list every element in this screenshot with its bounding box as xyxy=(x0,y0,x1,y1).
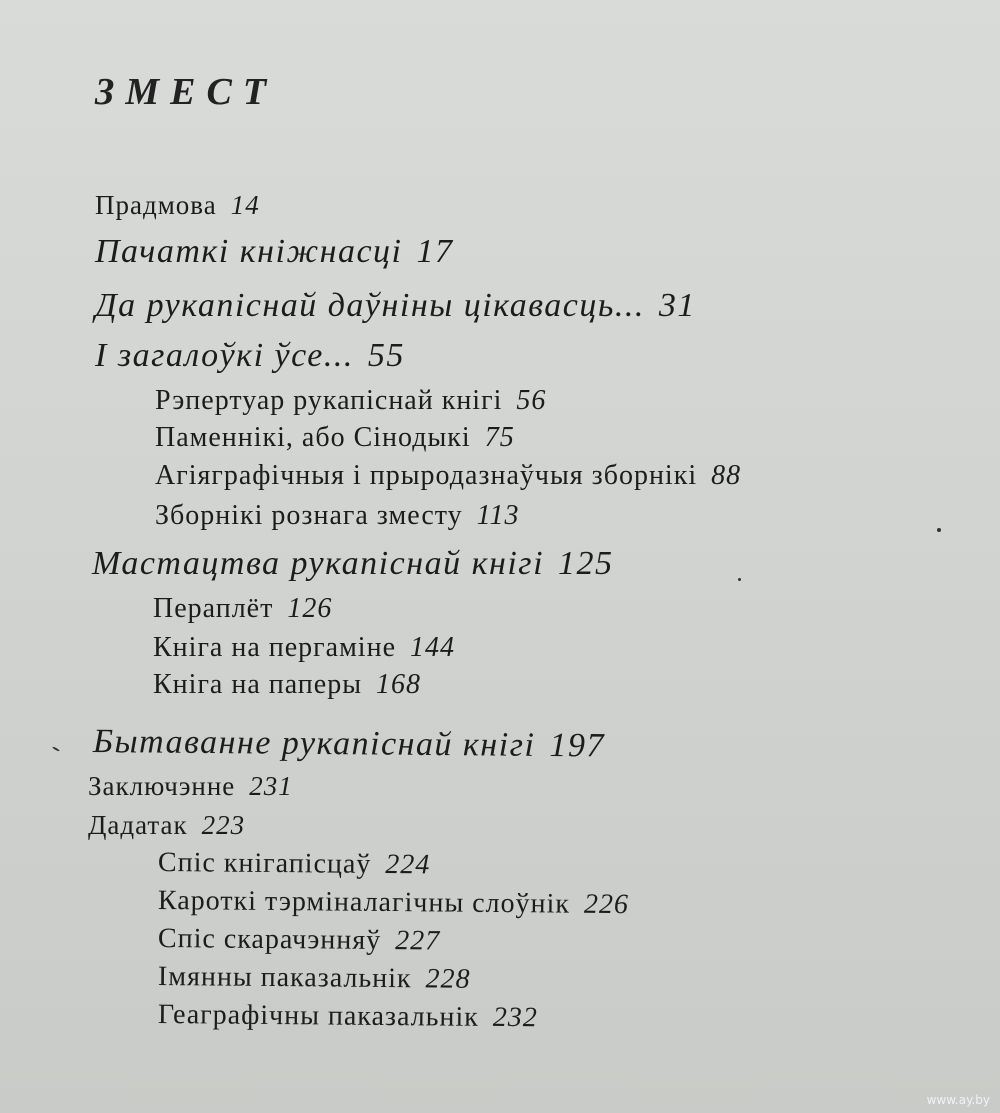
toc-entry-label: Бытаванне рукапіснай кнігі xyxy=(92,723,536,764)
toc-entry xyxy=(155,422,515,454)
toc-entry-label: Кароткі тэрміналагічны слоўнік xyxy=(157,885,571,920)
toc-entry-label: Кніга на пергаміне xyxy=(153,632,396,663)
toc-entry xyxy=(95,190,260,221)
toc-entry-page: 144 xyxy=(410,632,455,663)
toc-entry-page: 31 xyxy=(658,287,696,324)
toc-entry-page: 232 xyxy=(492,1001,538,1034)
toc-entry-page: 55 xyxy=(367,337,405,374)
toc-entry xyxy=(88,810,245,841)
toc-entry xyxy=(158,923,440,957)
toc-entry xyxy=(155,500,520,532)
toc-entry xyxy=(153,593,332,625)
toc-entry-label: І загалоўкі ўсе... xyxy=(95,337,354,374)
toc-entry-label: Мастацтва рукапіснай кнігі xyxy=(92,545,545,582)
toc-entry xyxy=(95,337,405,375)
toc-entry-page: 231 xyxy=(249,771,293,801)
toc-entry-page: 125 xyxy=(558,545,614,582)
toc-entry xyxy=(155,460,741,492)
toc-entry-label: Дадатак xyxy=(88,810,188,840)
ink-speck xyxy=(937,528,941,532)
toc-entry-page: 224 xyxy=(385,848,431,881)
toc-entry xyxy=(95,233,453,271)
ink-speck xyxy=(52,746,60,752)
toc-entry-page: 88 xyxy=(711,460,742,491)
toc-entry-page: 113 xyxy=(476,500,520,531)
toc-entry-label: Да рукапіснай даўніны цікавасць... xyxy=(95,287,645,324)
toc-entry-page: 56 xyxy=(516,385,547,416)
toc-entry xyxy=(158,847,431,881)
toc-entry-label: Пачаткі кніжнасці xyxy=(95,233,403,270)
toc-entry xyxy=(88,771,293,802)
toc-entry-label: Імянны паказальнік xyxy=(157,961,412,995)
toc-entry xyxy=(158,999,538,1034)
toc-entry xyxy=(95,287,696,325)
toc-entry-page: 227 xyxy=(395,925,441,957)
toc-entry xyxy=(158,885,629,921)
toc-entry-label: Спіс кнігапісцаў xyxy=(157,847,372,880)
toc-entry-page: 228 xyxy=(425,963,471,995)
toc-entry-page: 75 xyxy=(484,422,515,453)
page-title: ЗМЕСТ xyxy=(95,71,278,113)
toc-entry xyxy=(155,385,546,417)
toc-entry-label: Рэпертуар рукапіснай кнігі xyxy=(155,385,503,416)
toc-entry-page: 126 xyxy=(287,593,333,624)
toc-entry-page: 17 xyxy=(416,233,454,270)
toc-entry-page: 226 xyxy=(583,888,630,921)
ink-speck xyxy=(738,578,741,581)
toc-entry xyxy=(153,669,421,701)
toc-entry-label: Паменнікі, або Сінодыкі xyxy=(155,422,471,453)
toc-entry-label: Прадмова xyxy=(95,190,217,220)
toc-entry-label: Пераплёт xyxy=(153,593,274,624)
toc-entry xyxy=(93,723,605,765)
toc-entry-label: Заключэнне xyxy=(88,771,236,801)
toc-entry xyxy=(92,545,614,583)
toc-entry xyxy=(153,632,455,664)
toc-entry-label: Зборнікі рознага зместу xyxy=(155,500,463,531)
toc-entry-label: Геаграфічны паказальнік xyxy=(157,999,479,1033)
toc-entry-page: 14 xyxy=(230,190,260,220)
toc-entry xyxy=(158,961,471,996)
toc-entry-page: 197 xyxy=(549,726,606,765)
watermark: www.ay.by xyxy=(926,1093,990,1107)
toc-entry-page: 223 xyxy=(201,810,246,840)
toc-entry-label: Агіяграфічныя і прыродазнаўчыя зборнікі xyxy=(155,460,698,491)
toc-entry-page: 168 xyxy=(376,669,422,700)
toc-entry-label: Спіс скарачэнняў xyxy=(157,923,382,956)
toc-entry-label: Кніга на паперы xyxy=(153,669,363,700)
